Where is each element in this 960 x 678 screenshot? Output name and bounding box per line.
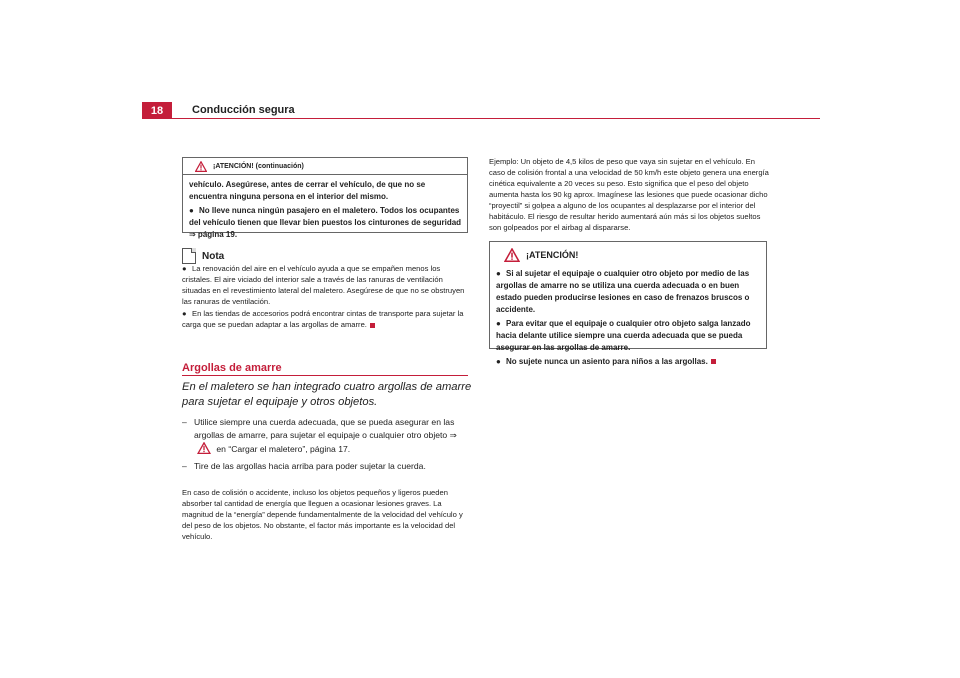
warning-title: ¡ATENCIÓN! <box>526 250 579 260</box>
end-marker-icon <box>711 359 716 364</box>
section-rule <box>182 375 468 376</box>
warning-triangle-icon <box>504 248 520 262</box>
warning-header <box>490 242 766 266</box>
warning-line: vehículo. Asegúrese, antes de cerrar el vehículo, de que no se encuentra ninguna persona en el interior del mismo. <box>189 180 426 201</box>
bullet-icon: ● <box>182 309 187 318</box>
bullet-icon: ● <box>496 357 501 366</box>
end-marker-icon <box>370 323 375 328</box>
section-intro: En el maletero se han integrado cuatro argollas de amarre para sujetar el equipaje y otros objetos. <box>182 381 472 408</box>
bullet-icon: ● <box>189 206 194 215</box>
section-heading: Argollas de amarre <box>182 362 282 374</box>
warning-triangle-icon <box>195 161 207 172</box>
note-item: ● La renovación del aire en el vehículo ayuda a que se empañen menos los cristales. El aire viciado del interior sale a través de las ranuras de ventilación situadas en el revestimiento lateral del maletero. Asegúrese de que no se obstruyen las ranuras de ventilación. <box>182 264 465 306</box>
running-header: Conducción segura <box>192 104 295 116</box>
instruction-steps <box>182 416 472 477</box>
note-body <box>182 263 468 331</box>
warning-bullet-item: ● No sujete nunca un asiento para niños a las argollas. <box>496 356 762 368</box>
instruction-step: – Tire de las argollas hacia arriba para poder sujetar la cuerda. <box>182 461 426 471</box>
page-reference-link[interactable]: en “Cargar el maletero”, página 17. <box>216 444 351 454</box>
warning-box <box>489 241 767 366</box>
example-paragraph: Ejemplo: Un objeto de 4,5 kilos de peso que vaya sin sujetar en el vehículo. En caso de colisión frontal a una velocidad de 50 km/h este objeto genera una energía cinética equivalente a 20 veces su peso. Esto significa que el peso del objeto aumenta hasta los 90 kg aprox. Imagínese las lesiones que puede ocasionar dicho “proyectil” si golpea a alguno de los ocupantes al desplazarse por el interior del habitáculo. El riesgo de resultar herido aumentará aún más si los objetos sueltos son golpeados por el airbag al dispararse. <box>489 157 769 232</box>
warning-box-continued <box>182 157 468 239</box>
bullet-icon: ● <box>496 269 501 278</box>
page-number: 18 <box>142 102 172 119</box>
warning-bullet-item: ● No lleve nunca ningún pasajero en el maletero. Todos los ocupantes del vehículo tienen que llevar bien puestos los cinturones de seguridad ⇒ página 19. <box>189 206 462 239</box>
warning-bullet-item: ● Para evitar que el equipaje o cualquier otro objeto salga lanzado hacia delante utilice siempre una cuerda adecuada que se pueda asegurar en las argollas de amarre. <box>496 319 751 352</box>
warning-triangle-icon <box>197 442 211 454</box>
page-reference-link[interactable]: ⇒ página 19. <box>189 230 238 239</box>
bullet-icon: ● <box>182 264 187 273</box>
note-heading: Nota <box>182 248 224 264</box>
bullet-icon: ● <box>496 319 501 328</box>
note-item: ● En las tiendas de accesorios podrá encontrar cintas de transporte para sujetar la carga que se puedan adaptar a las argollas de amarre. <box>182 309 464 329</box>
warning-header <box>183 158 467 175</box>
header-rule <box>142 118 820 119</box>
warning-bullet-item: ● Si al sujetar el equipaje o cualquier otro objeto por medio de las argollas de amarre no se utiliza una cuerda adecuada o en buen estado pueden producirse lesiones en caso de frenazos bruscos o accidente. <box>496 269 750 314</box>
instruction-step: – Utilice siempre una cuerda adecuada, que se pueda asegurar en las argollas de amarre, para sujetar el equipaje o cualquier otro objeto ⇒ en “Cargar el maletero”, página 17. <box>182 417 457 454</box>
note-icon <box>182 248 196 264</box>
body-paragraph: En caso de colisión o accidente, incluso los objetos pequeños y ligeros pueden absorber tal cantidad de energía que lleguen a ocasionar lesiones graves. La magnitud de la “energía” depende fundamentalmente de la velocidad del vehículo y del peso de los objetos. No obstante, el factor más importante es la velocidad del vehículo. <box>182 488 463 541</box>
warning-title: ¡ATENCIÓN! (continuación) <box>213 162 304 170</box>
